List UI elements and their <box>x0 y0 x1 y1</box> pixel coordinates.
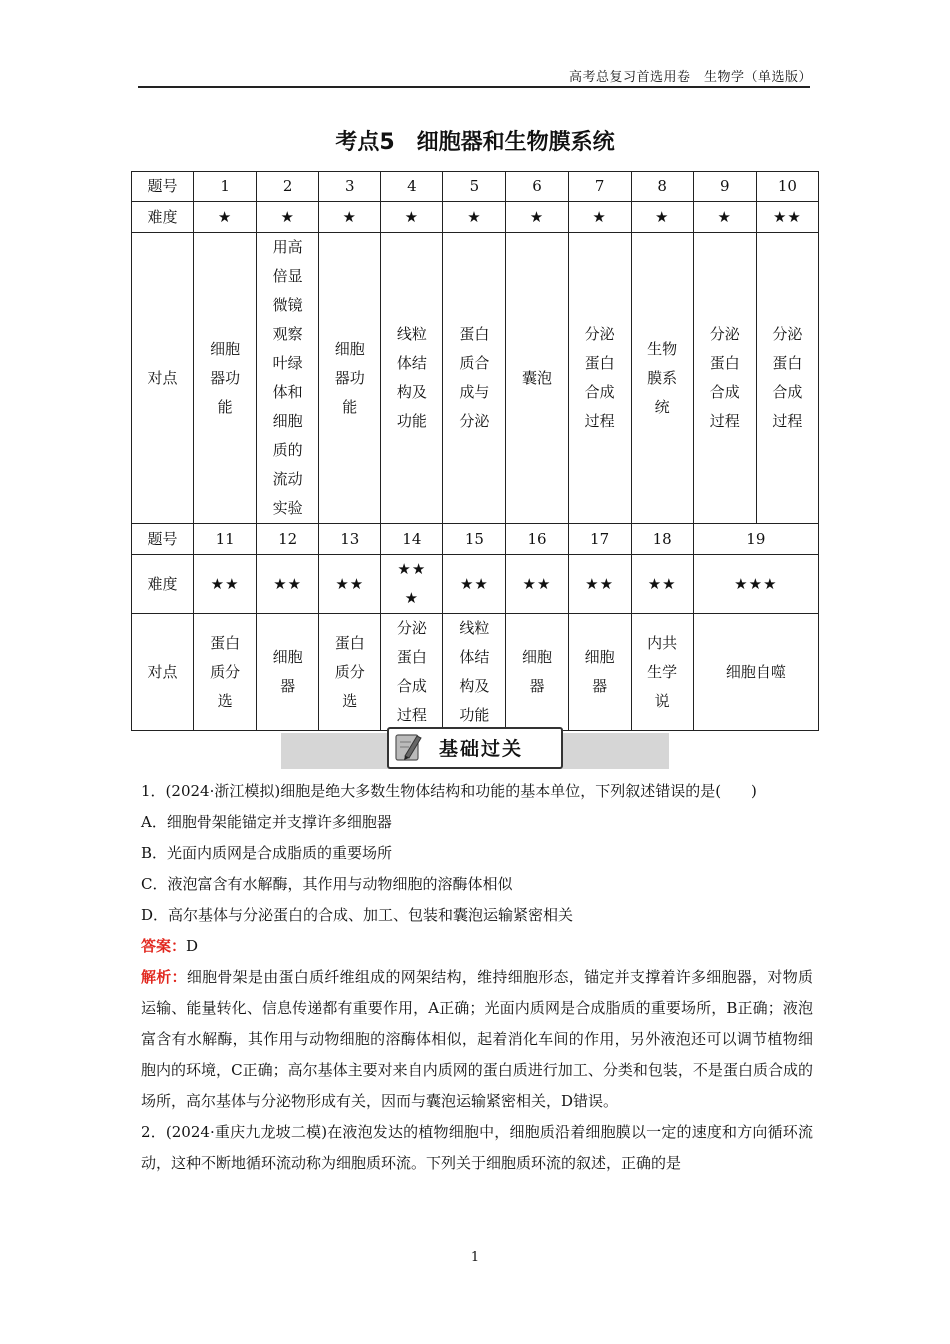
difficulty-stars: ★★ <box>756 202 818 233</box>
analysis-label: 解析： <box>141 968 187 986</box>
question-number: 4 <box>381 172 443 202</box>
question-number: 5 <box>443 172 506 202</box>
topic-text: 分泌蛋白合成过程 <box>709 325 740 430</box>
answer-label: 答案： <box>141 937 187 955</box>
difficulty-stars: ★★ <box>506 555 568 614</box>
pencil-icon <box>395 732 423 762</box>
difficulty-stars: ★ <box>568 202 631 233</box>
topic-text: 蛋白质合成与分泌 <box>459 325 490 430</box>
question-number: 9 <box>693 172 756 202</box>
row-label-number: 题号 <box>132 172 194 202</box>
difficulty-stars: ★ <box>194 202 257 233</box>
difficulty-stars: ★ <box>319 202 381 233</box>
table-row <box>132 555 819 614</box>
difficulty-stars: ★★ <box>319 555 381 614</box>
difficulty-stars: ★ <box>693 202 756 233</box>
topic-text: 分泌蛋白合成过程 <box>396 619 427 724</box>
question-content <box>141 776 813 1179</box>
table-row <box>132 172 819 202</box>
question-stem: 1．(2024·浙江模拟)细胞是绝大多数生物体结构和功能的基本单位，下列叙述错误的是( ) <box>141 782 757 800</box>
question-number: 11 <box>194 524 257 555</box>
topic-text: 分泌蛋白合成过程 <box>772 325 803 430</box>
section-title: 基础过关 <box>439 738 524 760</box>
topic-text: 内共生学说 <box>647 633 678 710</box>
question-number: 13 <box>319 524 381 555</box>
row-label-topic: 对点 <box>132 233 194 524</box>
topic-text: 细胞器功能 <box>210 339 241 416</box>
topic-text: 生物膜系统 <box>647 339 678 416</box>
question-number: 19 <box>693 524 818 555</box>
question-number: 7 <box>568 172 631 202</box>
question-stem: 2．(2024·重庆九龙坡二模)在液泡发达的植物细胞中，细胞质沿着细胞膜以一定的速度和方向循环流动，这种不断地循环流动称为细胞质环流。下列关于细胞质环流的叙述，正确的是 <box>141 1123 813 1172</box>
difficulty-stars: ★★ <box>194 555 257 614</box>
table-row <box>132 202 819 233</box>
topic-text: 用高倍显微镜观察叶绿体和细胞质的流动实验 <box>272 238 303 517</box>
page-number: 1 <box>470 1250 480 1265</box>
topic-text: 细胞器 <box>521 648 552 695</box>
table-row <box>132 524 819 555</box>
difficulty-stars: ★★ <box>257 555 319 614</box>
topic-text: 细胞器功能 <box>334 339 365 416</box>
analysis-block <box>141 962 813 1117</box>
option-c: C．液泡富含有水解酶，其作用与动物细胞的溶酶体相似 <box>141 875 513 893</box>
question-number: 18 <box>631 524 693 555</box>
table-row <box>132 233 819 524</box>
topic-text: 细胞器 <box>584 648 615 695</box>
difficulty-stars: ★★ <box>443 555 506 614</box>
row-label-topic: 对点 <box>132 614 194 731</box>
difficulty-stars: ★★★ <box>693 555 818 614</box>
question-number: 6 <box>506 172 568 202</box>
question-number: 10 <box>756 172 818 202</box>
header-rule <box>138 86 810 88</box>
question-number: 14 <box>381 524 443 555</box>
difficulty-stars: ★ <box>443 202 506 233</box>
question-number: 16 <box>506 524 568 555</box>
difficulty-stars: ★★ <box>631 555 693 614</box>
question-number: 17 <box>568 524 631 555</box>
option-b: B．光面内质网是合成脂质的重要场所 <box>141 844 393 862</box>
difficulty-stars: ★ <box>381 202 443 233</box>
question-number: 12 <box>257 524 319 555</box>
topic-text: 细胞器 <box>272 648 303 695</box>
answer-line <box>141 931 813 962</box>
option-d: D．高尔基体与分泌蛋白的合成、加工、包装和囊泡运输紧密相关 <box>141 906 574 924</box>
difficulty-stars: ★ <box>631 202 693 233</box>
page-title: 考点5 细胞器和生物膜系统 <box>335 130 615 155</box>
topic-text: 细胞自噬 <box>693 614 818 731</box>
difficulty-stars: ★★ <box>568 555 631 614</box>
row-label-difficulty: 难度 <box>132 555 194 614</box>
difficulty-stars: ★ <box>257 202 319 233</box>
section-banner <box>387 727 563 769</box>
question-number: 3 <box>319 172 381 202</box>
question-number: 1 <box>194 172 257 202</box>
topic-text: 线粒体结构及功能 <box>396 325 427 430</box>
row-label-difficulty: 难度 <box>132 202 194 233</box>
difficulty-stars: ★★★ <box>397 560 427 607</box>
difficulty-table <box>131 171 819 731</box>
topic-text: 分泌蛋白合成过程 <box>584 325 615 430</box>
option-a: A．细胞骨架能锚定并支撑许多细胞器 <box>141 813 392 831</box>
running-header: 高考总复习首选用卷 生物学（单选版） <box>568 70 812 85</box>
topic-text: 蛋白质分选 <box>334 633 365 710</box>
topic-text: 蛋白质分选 <box>210 633 241 710</box>
row-label-number: 题号 <box>132 524 194 555</box>
question-number: 2 <box>257 172 319 202</box>
answer-value: D <box>186 937 199 955</box>
table-row <box>132 614 819 731</box>
analysis-text: 细胞骨架是由蛋白质纤维组成的网架结构，维持细胞形态，锚定并支撑着许多细胞器，对物质运输、能量转化、信息传递都有重要作用，A正确；光面内质网是合成脂质的重要场所，B正确；液泡富含有水解酶，其作用与动物细胞的溶酶体相似，起着消化车间的作用，另外液泡还可以调节植物细胞内的环境，C正确；高尔基体主要对来自内质网的蛋白质进行加工、分类和包装，不是蛋白质合成的场所，高尔基体与分泌物形成有关，因而与囊泡运输紧密相关，D错误。 <box>141 968 813 1110</box>
question-number: 8 <box>631 172 693 202</box>
question-number: 15 <box>443 524 506 555</box>
difficulty-stars: ★ <box>506 202 568 233</box>
topic-text: 囊泡 <box>521 368 552 387</box>
topic-text: 线粒体结构及功能 <box>459 619 490 724</box>
